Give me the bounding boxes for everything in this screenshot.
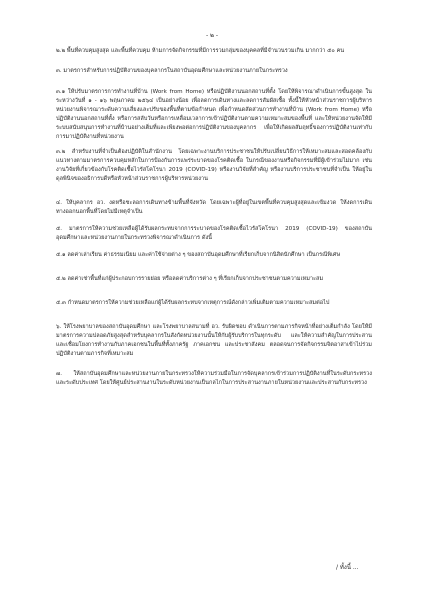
paragraph-6: ๖. ให้โรงพยาบาลของสถาบันอุดมศึกษา และโรงพยาบาลสนามที่ อว. รับผิดชอบ ดำเนินการตามภารกิจหน้าที่อย่างเต็มกำลัง โดยให้มีมาตรการความปลอดภัยสูงสุดสำหรับบุคลากรในสังกัดหน่วยงานนั้นให้กับผู้รับบริการในทุกระดับ และให้ความสำคัญในการประสานและเชื่อมโยงการทำงานกับภาคเอกชนในพื้นที่ทั้งภาครัฐ ภาคเอกชน และประชาสังคม ตลอดจนการจัดกิจกรรมจิตอาสาเข้าไปร่วมปฏิบัติงานตามภารกิจที่เหมาะสม [56,324,372,357]
paragraph-7: ๗. ให้สถาบันอุดมศึกษาและหน่วยงานภายในกระทรวงให้ความร่วมมือในการจัดบุคลากรเข้าร่วมการปฏิบัติงานที่ในระดับกระทรวงและระดับประเทศ โดยให้ศูนย์ประสานงานในระดับหน่วยงานเป็นกลไกในการประสานงานภายในหน่วยงานและประสานกับกระทรวง [56,371,372,386]
paragraph-2-2: ๒.๒ พื้นที่ควบคุมสูงสุด และพื้นที่ควบคุม ห้ามการจัดกิจกรรมที่มีการรวมกลุ่มของบุคคลที่มีจำนวนรวมเกิน มากกว่า ๕๐ คน [56,48,345,54]
continuation-marker: / ทั้งนี้ ... [336,564,359,571]
paragraph-5-1: ๕.๑ ลดค่าเล่าเรียน ค่าธรรมเนียม และค่าใช้จ่ายต่าง ๆ ของสถาบันอุดมศึกษาที่เรียกเก็บจากนิสิตนักศึกษา เป็นกรณีพิเศษ [56,252,341,258]
paragraph-3: ๓. มาตรการสำหรับการปฏิบัติงานของบุคลากรในสถาบันอุดมศึกษาและหน่วยงานภายในกระทรวง [56,68,288,74]
paragraph-5: ๕. มาตรการให้ความช่วยเหลือผู้ได้รับผลกระทบจากการระบาดของโรคติดเชื้อไวรัสโคโรนา 2019 (COVID-19) ของสถาบันอุดมศึกษาและหน่วยงานภายในกระทรวงพิจารณาดำเนินการ ดังนี้ [56,226,372,241]
paragraph-5-3: ๕.๓ กำหนดมาตรการให้ความช่วยเหลือแก่ผู้ได้รับผลกระทบจากเหตุการณ์ดังกล่าวเพิ่มเติมตามความเหมาะสมต่อไป [56,300,330,306]
paragraph-4: ๔. ให้บุคลากร อว. งดหรือชะลอการเดินทางข้ามพื้นที่จังหวัด โดยเฉพาะผู้ที่อยู่ในเขตพื้นที่ควบคุมสูงสุดและเข้มงวด ให้งดการเดินทางออกนอกพื้นที่โดยไม่มีเหตุจำเป็น [56,200,372,215]
paragraph-3-1: ๓.๑ ให้ปรับมาตรการการทำงานที่บ้าน (Work from Home) หรือปฏิบัติงานนอกสถานที่ตั้ง โดยให้พิจารณาดำเนินการขั้นสูงสุด ในระหว่างวันที่ ๑ - ๑๖ พฤษภาคม ๒๕๖๔ เป็นอย่างน้อย เพื่อลดการเดินทางและลดการสัมผัสเชื้อ ทั้งนี้ให้หัวหน้าส่วนราชการผู้บริหารหน่วยงานพิจารณาระดับความเสี่ยงและปรับของพื้นที่ตามข้อกำหนด เพื่อกำหนดสัดส่วนการทำงานที่บ้าน (Work from Home) หรือปฏิบัติงานนอกสถานที่ตั้ง หรือการสลับวันหรือการเหลื่อมเวลาการเข้าปฏิบัติงานตามความเหมาะสมของพื้นที่ และให้หน่วยงานจัดให้มีระบบสนับสนุนการทำงานที่บ้านอย่างเต็มที่และเพียงพอต่อการปฏิบัติงานของบุคลากร เพื่อให้เกิดผลสัมฤทธิ์ของการปฏิบัติงานเท่ากับการมาปฏิบัติงานที่หน่วยงาน [56,89,372,140]
paragraph-5-2: ๕.๒ ลดค่าเช่าพื้นที่แก่ผู้ประกอบการรายย่อย หรือลดค่าบริการต่าง ๆ ที่เรียกเก็บจากประชาชนตามความเหมาะสม [56,276,324,282]
paragraph-3-2: ๓.๒ สำหรับงานที่จำเป็นต้องปฏิบัติในสำนักงาน โดยเฉพาะงานบริการประชาชนให้ปรับเปลี่ยนวิธีการให้เหมาะสมและสอดคล้องกับแนวทางตามมาตรการควบคุมหลักในการป้องกันการแพร่ระบาดของโรคติดเชื้อ ในกรณีของงานหรือกิจกรรมที่มีผู้เข้าร่วมไม่มาก เช่น งานวิจัยที่เกี่ยวข้องกับโรคติดเชื้อไวรัสโคโรนา 2019 (COVID-19) หรืองานวิจัยที่สำคัญ หรืองานบริการประชาชนที่จำเป็น ให้อยู่ในดุลพินิจของอธิการบดีหรือหัวหน้าส่วนราชการผู้บริหารหน่วยงาน [56,149,372,182]
page-number: - ๒ - [205,32,219,39]
